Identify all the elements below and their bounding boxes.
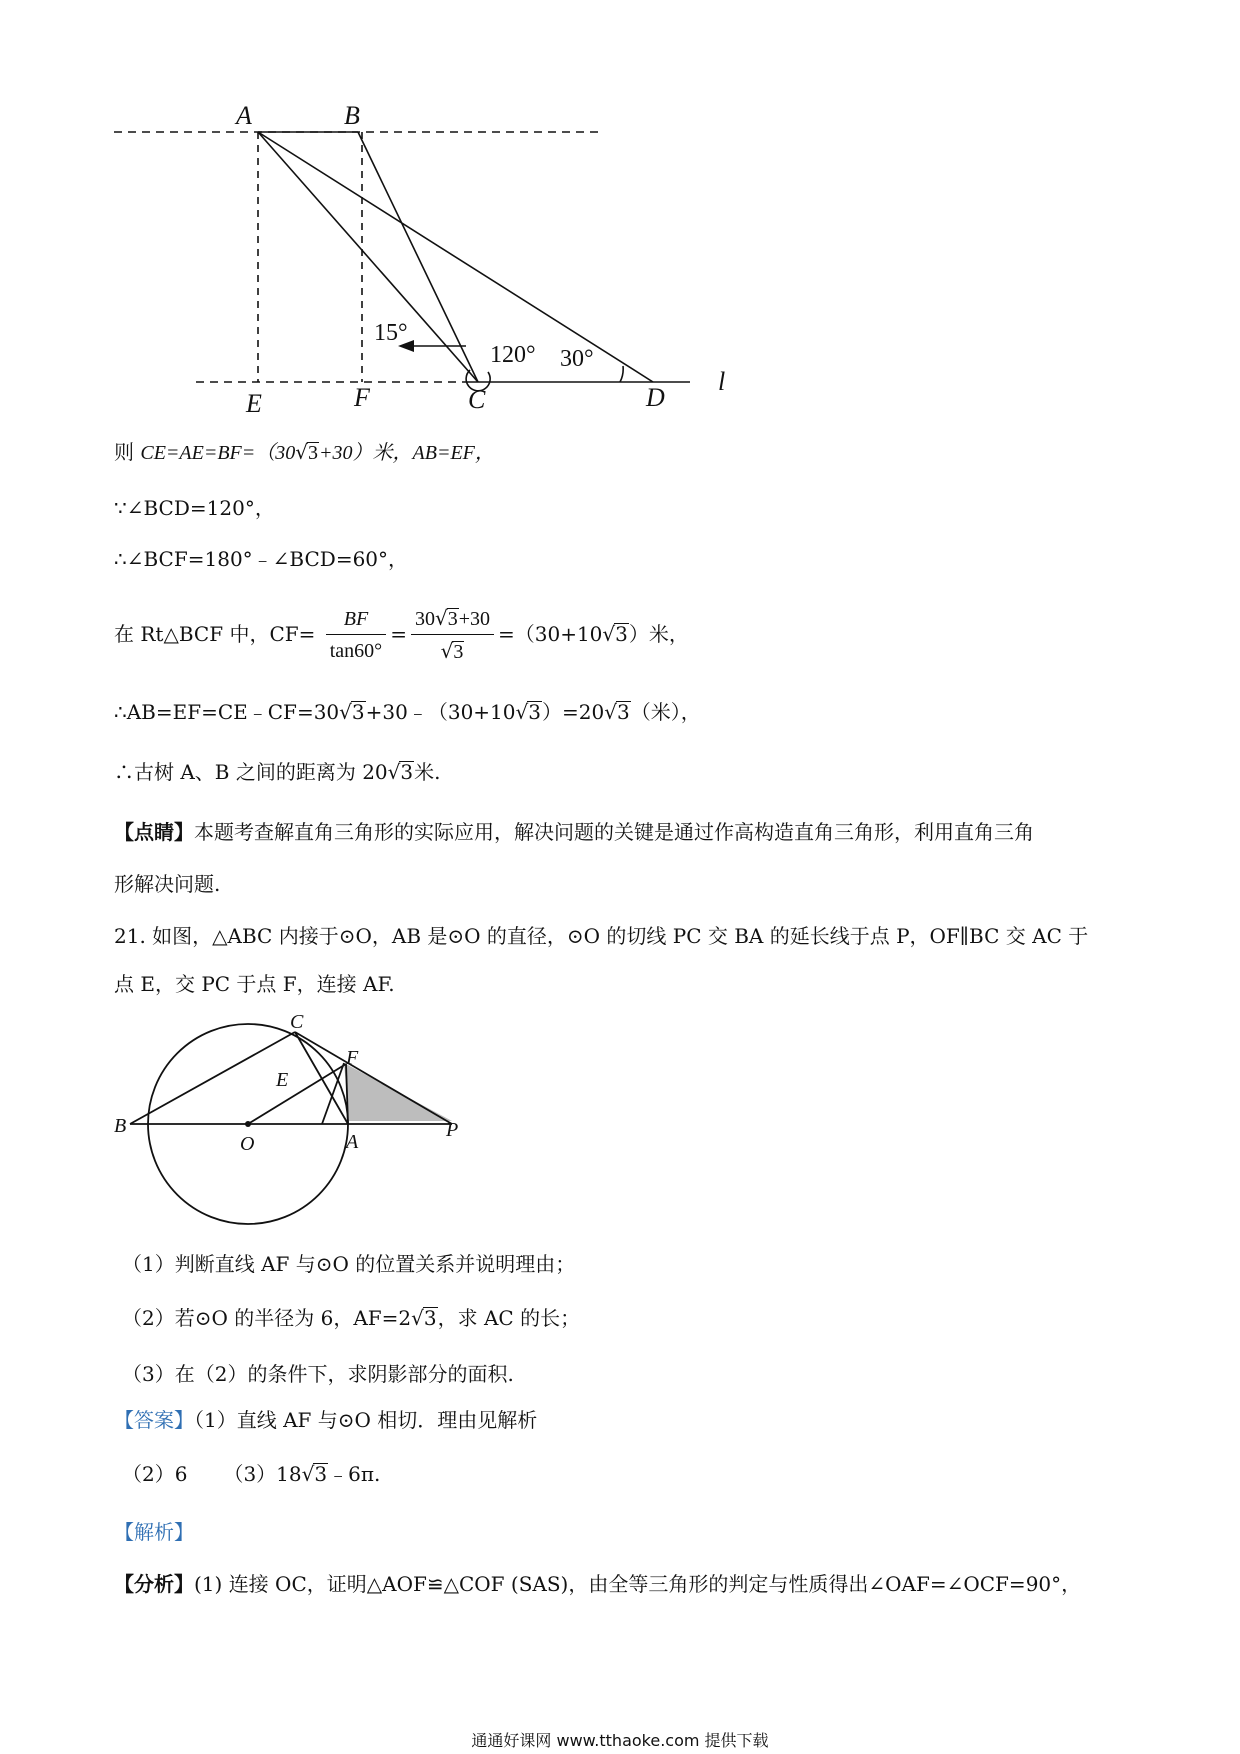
jiexi-tag: 【解析】	[114, 1520, 194, 1544]
label-B: B	[344, 101, 360, 130]
problem-21-stem-2: 点 E，交 PC 于点 F，连接 AF.	[114, 972, 395, 996]
solution-line-3: ∴∠BCF=180°﹣∠BCD=60°，	[114, 547, 409, 571]
label-C: C	[468, 385, 486, 414]
answer-line-2: （2）6 （3）18√3﹣6π.	[122, 1462, 381, 1486]
label-E2: E	[276, 1069, 289, 1091]
analysis-line: 【分析】(1) 连接 OC，证明△AOF≌△COF (SAS)，由全等三角形的判定与性质得出∠OAF=∠OCF=90°，	[114, 1572, 1082, 1596]
label-A: A	[236, 101, 252, 130]
label-A2: A	[346, 1131, 359, 1153]
label-F: F	[354, 383, 370, 412]
label-B2: B	[114, 1115, 127, 1137]
question-2: （2）若⊙O 的半径为 6，AF=2√3，求 AC 的长；	[122, 1306, 581, 1330]
figure-2-circle	[0, 1000, 520, 1230]
question-3: （3）在（2）的条件下，求阴影部分的面积.	[122, 1362, 514, 1386]
figure-1-geometry	[0, 0, 1240, 430]
angle-15: 15°	[374, 320, 408, 346]
solution-line-5: ∴AB=EF=CE﹣CF=30√3+30﹣（30+10√3）=20√3（米），	[114, 700, 701, 724]
comment-line-2: 形解决问题.	[114, 872, 221, 896]
fraction-bf-tan60: $\frac{BF}{\tan 60^\circ}$	[326, 604, 386, 667]
label-E: E	[246, 389, 262, 418]
comment-line-1: 【点睛】本题考查解直角三角形的实际应用，解决问题的关键是通过作高构造直角三角形，利用直角三角	[114, 820, 1034, 844]
angle-120: 120°	[490, 342, 536, 368]
label-C2: C	[290, 1011, 304, 1033]
label-D: D	[646, 383, 665, 412]
angle-30: 30°	[560, 346, 594, 372]
label-l: l	[718, 367, 726, 396]
footer: 通通好课网 www.tthaoke.com 提供下载	[471, 1731, 769, 1750]
question-1: （1）判断直线 AF 与⊙O 的位置关系并说明理由；	[122, 1252, 576, 1276]
answer-line-1: 【答案】（1）直线 AF 与⊙O 相切．理由见解析	[114, 1408, 538, 1432]
solution-line-4: 在 Rt△BCF 中，CF= $\frac{BF}{\tan 60^\circ}$ = $\frac{30√3+30}{√3}$ =（30+10√3）米，	[114, 600, 689, 668]
label-F2: F	[346, 1047, 359, 1069]
solution-line-1: 则 CE=AE=BF=（30√3+30）米，AB=EF，	[114, 440, 495, 464]
fraction-sqrt: $\frac{30√3+30}{√3}$	[411, 603, 494, 668]
label-P2: P	[446, 1119, 459, 1141]
solution-line-2: ∵∠BCD=120°，	[114, 496, 275, 520]
solution-line-6: ∴古树 A、B 之间的距离为 20√3米.	[114, 760, 441, 784]
label-O2: O	[240, 1133, 255, 1155]
problem-21-stem-1: 21. 如图，△ABC 内接于⊙O，AB 是⊙O 的直径，⊙O 的切线 PC 交 BA 的延长线于点 P，OF∥BC 交 AC 于	[114, 924, 1089, 948]
